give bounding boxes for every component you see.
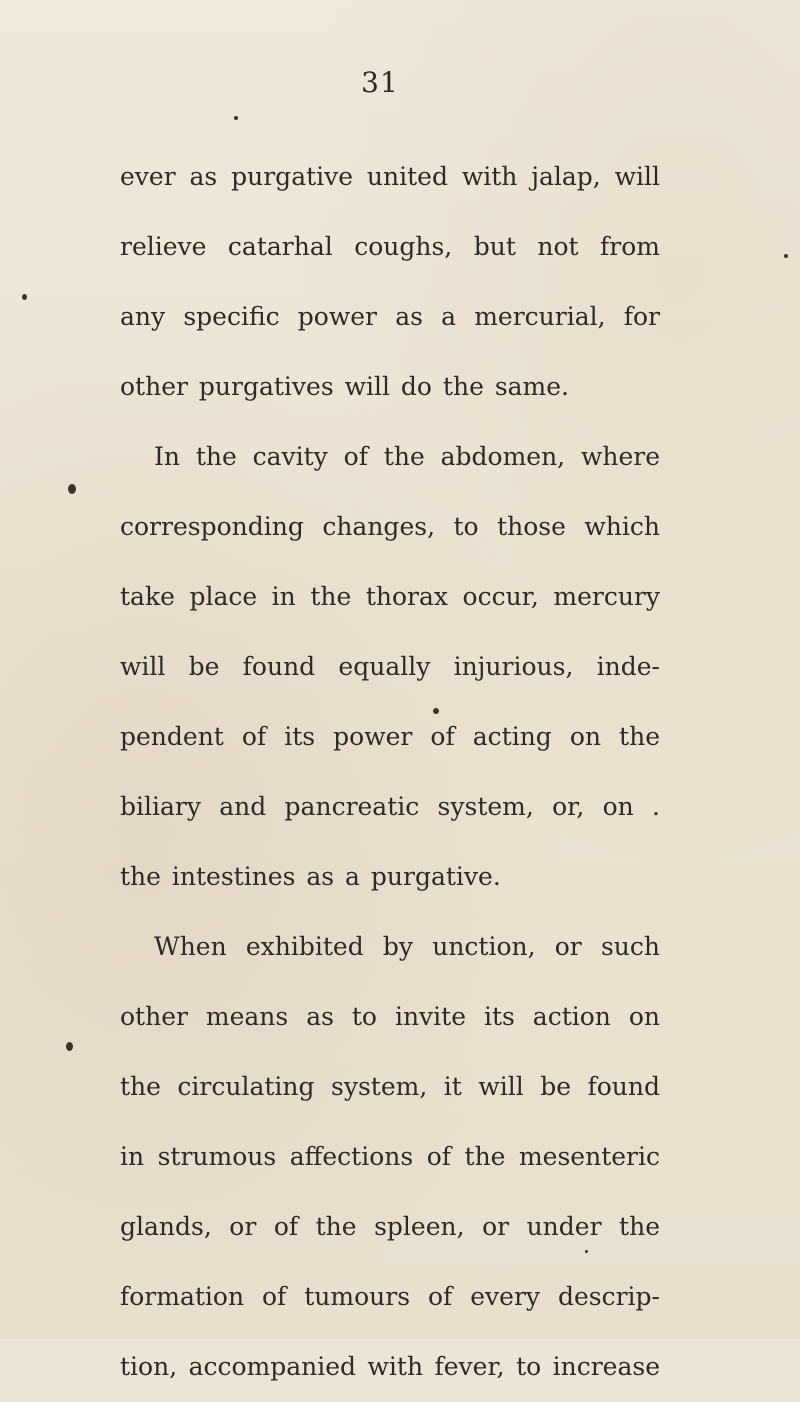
text-line: corresponding changes, to those which xyxy=(120,512,660,541)
text-line: other purgatives will do the same. xyxy=(120,372,569,401)
text-line: glands, or of the spleen, or under the xyxy=(120,1212,660,1241)
ink-speck xyxy=(585,1250,588,1253)
text-line: formation of tumours of every descrip- xyxy=(120,1282,660,1311)
ink-speck xyxy=(433,708,439,714)
text-line: will be found equally injurious, inde- xyxy=(120,652,660,681)
text-line: take place in the thorax occur, mercury xyxy=(120,582,660,611)
text-line: biliary and pancreatic system, or, on . xyxy=(120,792,660,821)
text-line: the intestines as a purgative. xyxy=(120,862,501,891)
text-line: ever as purgative united with jalap, will xyxy=(120,162,660,191)
text-line: other means as to invite its action on xyxy=(120,1002,660,1031)
text-line: In the cavity of the abdomen, where xyxy=(154,442,660,471)
text-line: the circulating system, it will be found xyxy=(120,1072,660,1101)
ink-speck xyxy=(22,294,27,300)
ink-speck xyxy=(66,1042,73,1051)
page-number: 31 xyxy=(361,66,399,99)
ink-speck xyxy=(234,116,238,120)
ink-speck xyxy=(784,254,788,258)
ink-speck xyxy=(68,484,76,494)
text-line: relieve catarhal coughs, but not from xyxy=(120,232,660,261)
text-line: pendent of its power of acting on the xyxy=(120,722,660,751)
text-line: When exhibited by unction, or such xyxy=(154,932,660,961)
text-line: tion, accompanied with fever, to increase xyxy=(120,1352,660,1381)
text-line: in strumous affections of the mesenteric xyxy=(120,1142,660,1171)
text-line: any specific power as a mercurial, for xyxy=(120,302,660,331)
